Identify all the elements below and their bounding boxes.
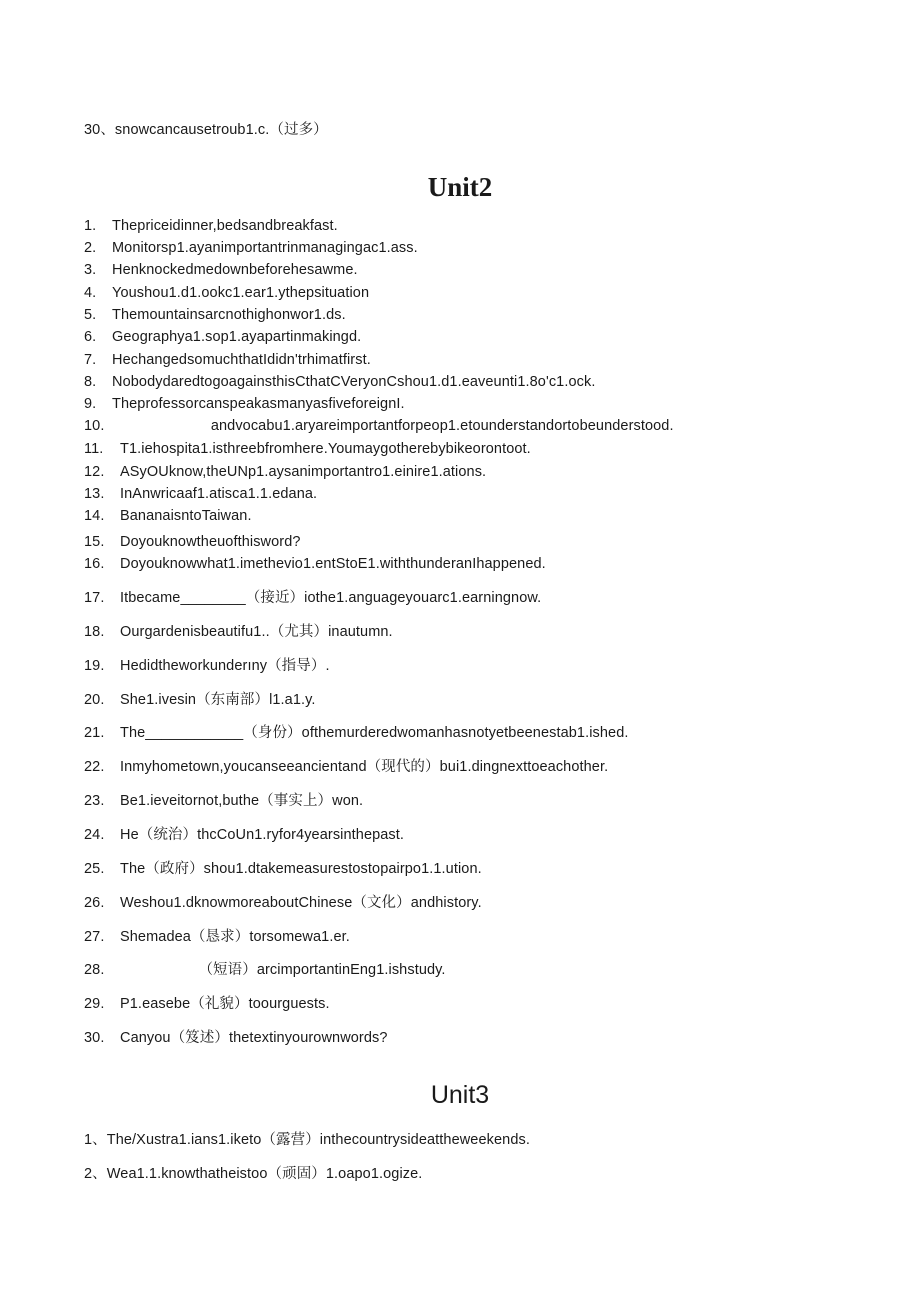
list-item <box>84 556 546 572</box>
item-number: 1. <box>84 218 97 234</box>
item-text: He（统治）thcCoUn1.ryfor4yearsinthepast. <box>120 827 405 843</box>
item-text: ASyOUknow,theUNp1.aysanimportantro1.einire1.ations. <box>120 464 487 480</box>
item-text: Monitorsp1.ayanimportantrinmanagingac1.ass. <box>112 240 418 256</box>
list-item <box>84 1026 388 1047</box>
list-item <box>84 218 338 234</box>
unit2-heading: Unit2 <box>427 172 493 202</box>
item-number: 5. <box>84 307 97 323</box>
item-number: 19. <box>84 658 105 674</box>
list-item <box>84 262 358 278</box>
list-item <box>84 329 361 345</box>
item-number: 21. <box>84 725 105 741</box>
item-number: 29. <box>84 996 105 1012</box>
list-item <box>84 374 595 390</box>
item-text: Themountainsarcnothighonwor1.ds. <box>112 307 346 323</box>
item-number: 9. <box>84 396 97 412</box>
item-number: 27. <box>84 929 105 945</box>
list-item <box>84 958 446 979</box>
list-item <box>84 352 371 368</box>
list-item <box>84 992 330 1013</box>
item-text: Ourgardenisbeautifu1..（尤其）inautumn. <box>120 624 393 640</box>
item-text: TheprofessorcanspeakasmanyasfiveforeignI. <box>112 396 405 412</box>
item-text: InAnwricaaf1.atisca1.1.edana. <box>120 486 318 502</box>
item-number: 10. <box>84 418 105 434</box>
list-item <box>84 925 350 946</box>
list-item <box>84 620 393 641</box>
item-number: 28. <box>84 962 105 978</box>
item-number: 26. <box>84 895 105 911</box>
item-text: The（政府）shou1.dtakemeasurestostopairpo1.1.ution. <box>120 861 482 877</box>
item-text: Youshou1.d1.ookc1.ear1.ythepsituation <box>112 285 370 301</box>
list-item <box>84 307 346 323</box>
list-item <box>84 285 369 301</box>
list-item <box>84 418 674 434</box>
item-text: Canyou（笈述）thetextinyourownwords? <box>120 1030 388 1046</box>
item-text: Thepriceidinner,bedsandbreakfast. <box>112 218 338 234</box>
item-text: Doyouknowwhat1.imethevio1.entStoE1.withthunderanIhappened. <box>120 556 546 572</box>
list-item <box>84 240 418 256</box>
list-item <box>84 486 317 502</box>
list-item <box>84 789 363 810</box>
list-item <box>84 721 629 742</box>
top-line: 30、snowcancausetroub1.c.（过多） <box>84 122 328 138</box>
list-item <box>84 688 316 709</box>
list-item <box>84 586 541 607</box>
item-number: 13. <box>84 486 105 502</box>
item-number: 11. <box>84 441 104 457</box>
item-text: NobodydaredtogoagainsthisCthatCVeryonCshou1.d1.eaveunti1.8o'c1.ock. <box>112 374 596 390</box>
item-number: 22. <box>84 759 105 775</box>
item-text: T1.iehospita1.isthreebfromhere.Youmaygotherebybikeorontoot. <box>120 441 531 457</box>
list-item <box>84 396 405 412</box>
list-item: 2、Wea1.1.knowthatheistoo（顽固）1.oapo1.ogize. <box>84 1166 423 1182</box>
item-number: 30. <box>84 1030 105 1046</box>
item-number: 12. <box>84 464 105 480</box>
list-item <box>84 441 531 457</box>
item-number: 23. <box>84 793 105 809</box>
item-number: 2. <box>84 240 97 256</box>
item-text: Doyouknowtheuofthisword? <box>120 534 301 550</box>
item-text: Henknockedmedownbeforehesawme. <box>112 262 358 278</box>
unit3-heading: Unit3 <box>430 1081 490 1109</box>
item-number: 24. <box>84 827 105 843</box>
item-text: HechangedsomuchthatIdidn'trhimatfirst. <box>112 352 371 368</box>
item-number: 25. <box>84 861 105 877</box>
list-item <box>84 755 608 776</box>
item-number: 7. <box>84 352 97 368</box>
item-number: 8. <box>84 374 97 390</box>
list-item: 1、The/Xustra1.ians1.iketo（露营）inthecountrysideattheweekends. <box>84 1132 530 1148</box>
item-number: 3. <box>84 262 97 278</box>
item-text: Geographya1.sop1.ayapartinmakingd. <box>112 329 362 345</box>
item-text: Inmyhometown,youcanseeancientand（现代的）bui1.dingnexttoeachother. <box>120 759 609 775</box>
item-text: BananaisntoTaiwan. <box>120 508 252 524</box>
item-number: 6. <box>84 329 97 345</box>
list-item <box>84 857 482 878</box>
item-text: （短语）arcimportantinEng1.ishstudy. <box>120 962 446 978</box>
item-number: 14. <box>84 508 105 524</box>
list-item <box>84 891 482 912</box>
item-number: 17. <box>84 590 105 606</box>
item-text: The____________（身份）ofthemurderedwomanhasnotyetbeenestab1.ished. <box>120 725 629 741</box>
list-item <box>84 823 404 844</box>
item-text: P1.easebe（礼貌）toourguests. <box>120 996 330 1012</box>
list-item <box>84 534 301 550</box>
item-number: 20. <box>84 692 105 708</box>
list-item <box>84 464 486 480</box>
list-item <box>84 508 252 524</box>
item-text: Shemadea（恳求）torsomewa1.er. <box>120 929 350 945</box>
item-text: She1.ivesin（东南部）l1.a1.y. <box>120 692 316 708</box>
item-text: Hedidtheworkunderıny（指导）. <box>120 658 330 674</box>
item-number: 4. <box>84 285 97 301</box>
item-number: 18. <box>84 624 105 640</box>
item-number: 16. <box>84 556 105 572</box>
item-text: Itbecame________（接近）iothe1.anguageyouarc1.earningnow. <box>120 590 542 606</box>
item-text: Weshou1.dknowmoreaboutChinese（文化）andhistory. <box>120 895 482 911</box>
item-text: Be1.ieveitornot,buthe（事实上）won. <box>120 793 364 809</box>
item-text: andvocabu1.aryareimportantforpeop1.etounderstandortobeunderstood. <box>120 418 674 434</box>
item-number: 15. <box>84 534 105 550</box>
list-item <box>84 654 330 675</box>
